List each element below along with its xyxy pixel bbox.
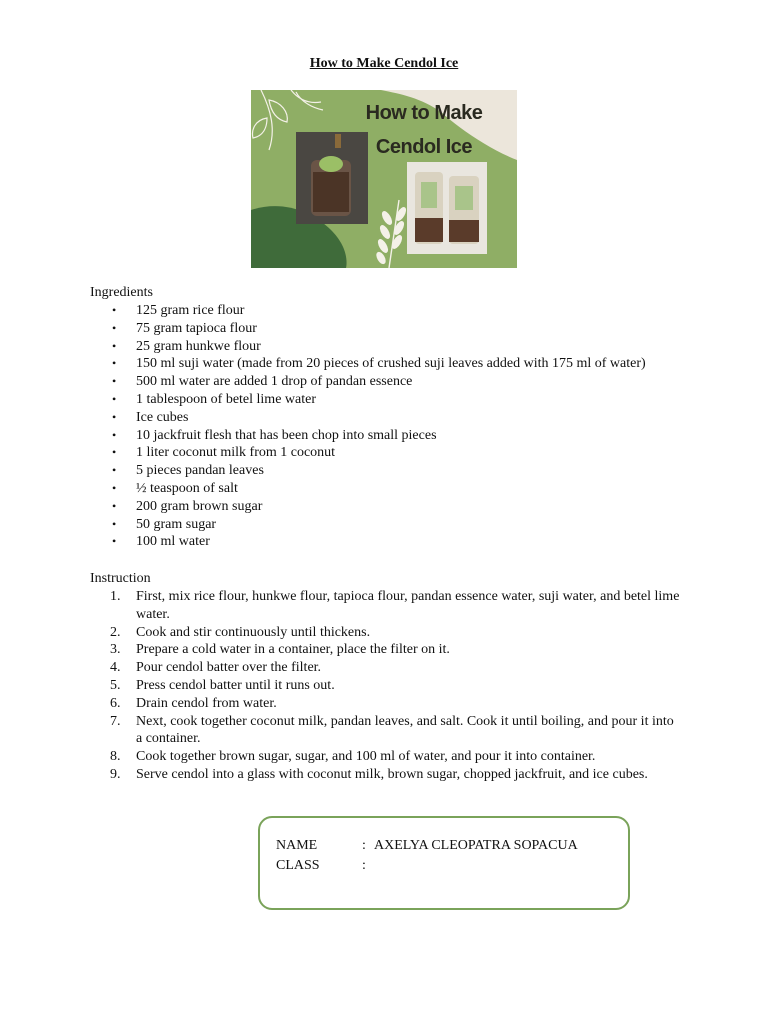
step-text: Pour cendol batter over the filter.	[136, 660, 322, 676]
step-number: 5.	[110, 677, 121, 693]
step-text: Cook and stir continuously until thickens.	[136, 624, 371, 640]
ingredient-item: • 500 ml water are added 1 drop of pandan essence	[90, 373, 690, 391]
instruction-step	[90, 641, 680, 659]
step-number: 2.	[110, 624, 121, 640]
instruction-step	[90, 713, 680, 749]
ingredient-item: • 25 gram hunkwe flour	[90, 338, 690, 356]
instruction-step	[90, 766, 680, 784]
step-text: Serve cendol into a glass with coconut milk, brown sugar, chopped jackfruit, and ice cubes.	[136, 766, 648, 782]
step-number: 3.	[110, 642, 121, 658]
step-number: 7.	[110, 713, 121, 729]
instruction-step	[90, 588, 680, 624]
instruction-step	[90, 624, 680, 642]
ingredient-item: • 125 gram rice flour	[90, 302, 690, 320]
step-text: Next, cook together coconut milk, pandan leaves, and salt. Cook it until boiling, and pour it into a container.	[136, 713, 674, 747]
banner-title	[338, 96, 510, 164]
ingredient-item: • 75 gram tapioca flour	[90, 320, 690, 338]
ingredient-item: • 1 liter coconut milk from 1 coconut	[90, 444, 690, 462]
ingredient-item: • Ice cubes	[90, 409, 690, 427]
ingredient-item: • ½ teaspoon of salt	[90, 480, 690, 498]
step-text: Drain cendol from water.	[136, 695, 277, 711]
instruction-step	[90, 695, 680, 713]
step-number: 4.	[110, 660, 121, 676]
name-row	[276, 838, 578, 854]
ingredients-heading: Ingredients	[90, 285, 153, 300]
step-text: Prepare a cold water in a container, place the filter on it.	[136, 642, 450, 658]
class-separator: :	[362, 858, 366, 873]
ingredient-item: • 150 ml suji water (made from 20 pieces of crushed suji leaves added with 175 ml of water)	[90, 355, 690, 373]
step-text: Cook together brown sugar, sugar, and 100 ml of water, and pour it into container.	[136, 749, 596, 765]
name-separator: :	[362, 838, 366, 853]
ingredient-item: • 10 jackfruit flesh that has been chop into small pieces	[90, 427, 690, 445]
ingredient-item: • 5 pieces pandan leaves	[90, 462, 690, 480]
instruction-heading: Instruction	[90, 571, 151, 586]
banner-title-line2: Cendol Ice	[375, 136, 473, 158]
ingredient-item: • 200 gram brown sugar	[90, 498, 690, 516]
banner-title-line1: How to Make	[365, 102, 483, 124]
ingredient-item: • 50 gram sugar	[90, 516, 690, 534]
ingredients-list	[90, 302, 690, 551]
instruction-list	[90, 588, 680, 784]
name-value: AXELYA CLEOPATRA SOPACUA	[374, 838, 578, 853]
name-label: NAME	[276, 838, 318, 853]
step-number: 6.	[110, 695, 121, 711]
instruction-step	[90, 659, 680, 677]
step-text: Press cendol batter until it runs out.	[136, 677, 335, 693]
ingredient-item: • 1 tablespoon of betel lime water	[90, 391, 690, 409]
step-number: 1.	[110, 589, 121, 604]
step-text: First, mix rice flour, hunkwe flour, tapioca flour, pandan essence water, suji water, and betel lime water.	[136, 589, 680, 622]
ingredient-item: • 100 ml water	[90, 533, 690, 551]
instruction-step	[90, 677, 680, 695]
class-row	[276, 858, 374, 874]
class-label: CLASS	[276, 858, 320, 873]
page-title: How to Make Cendol Ice	[309, 56, 459, 71]
step-number: 8.	[110, 749, 121, 765]
step-number: 9.	[110, 766, 121, 782]
instruction-step	[90, 748, 680, 766]
